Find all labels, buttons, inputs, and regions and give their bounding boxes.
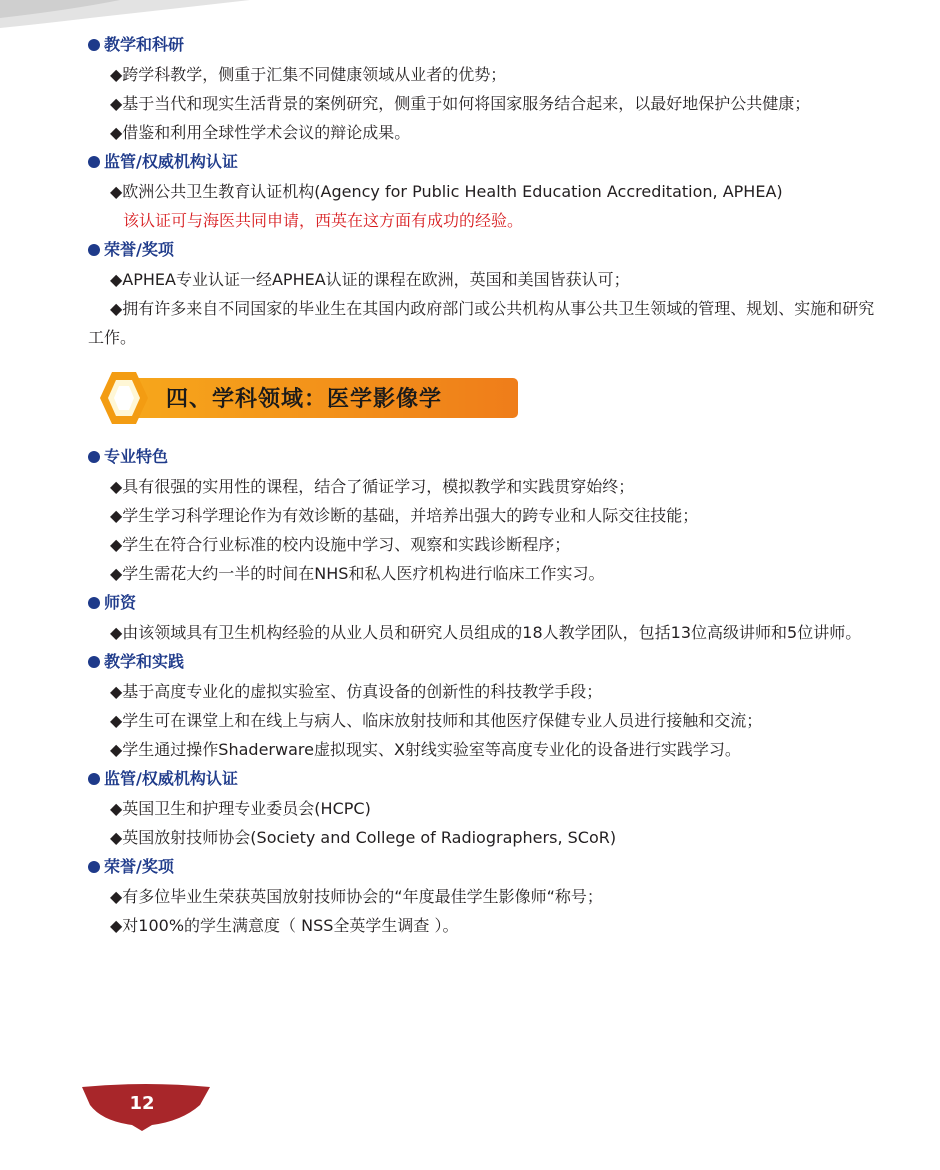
section-heading: 监管/权威机构认证 (88, 764, 888, 794)
section-honors-1 (88, 235, 888, 352)
section-faculty (88, 588, 888, 647)
section-heading: 专业特色 (88, 442, 888, 472)
list-item: ◆借鉴和利用全球性学术会议的辩论成果。 (110, 123, 411, 142)
page-number: 12 (129, 1093, 155, 1114)
list-item: ◆对100%的学生满意度（ NSS全英学生调查 ）。 (110, 916, 459, 935)
list-item: ◆英国卫生和护理专业委员会(HCPC) (110, 799, 371, 818)
list-item: ◆学生可在课堂上和在线上与病人、临床放射技师和其他医疗保健专业人员进行接触和交流； (110, 711, 763, 730)
section-heading: 教学和科研 (88, 30, 888, 60)
list-item: ◆欧洲公共卫生教育认证机构(Agency for Public Health Education Accreditation, APHEA) (110, 182, 783, 201)
section-heading: 教学和实践 (88, 647, 888, 677)
list-item: ◆APHEA专业认证一经APHEA认证的课程在欧洲，英国和美国皆获认可； (110, 270, 630, 289)
list-item: ◆基于当代和现实生活背景的案例研究，侧重于如何将国家服务结合起来，以最好地保护公共健康； (110, 94, 811, 113)
section-heading: 荣誉/奖项 (88, 235, 888, 265)
highlight-note: 该认证可与海医共同申请，西英在这方面有成功的经验。 (123, 211, 524, 230)
list-item: ◆拥有许多来自不同国家的毕业生在其国内政府部门或公共机构从事公共卫生领域的管理、规划、实施和研究工作。 (88, 299, 875, 347)
section-heading: 师资 (88, 588, 888, 618)
list-item: ◆学生通过操作Shaderware虚拟现实、X射线实验室等高度专业化的设备进行实践学习。 (110, 740, 741, 759)
list-item: ◆学生学习科学理论作为有效诊断的基础，并培养出强大的跨专业和人际交往技能； (110, 506, 699, 525)
list-item: ◆学生在符合行业标准的校内设施中学习、观察和实践诊断程序； (110, 535, 571, 554)
section-teaching-research (88, 30, 888, 147)
section-heading: 监管/权威机构认证 (88, 147, 888, 177)
section-heading: 荣誉/奖项 (88, 852, 888, 882)
section-accreditation-1 (88, 147, 888, 235)
list-item: ◆基于高度专业化的虚拟实验室、仿真设备的创新性的科技教学手段； (110, 682, 603, 701)
section-honors-2 (88, 852, 888, 940)
section-banner (88, 370, 888, 430)
list-item: ◆跨学科教学，侧重于汇集不同健康领域从业者的优势； (110, 65, 507, 84)
top-decoration (0, 0, 260, 30)
banner-title: 四、学科领域：医学影像学 (166, 387, 443, 412)
section-features (88, 442, 888, 588)
section-accreditation-2 (88, 764, 888, 852)
list-item: ◆学生需花大约一半的时间在NHS和私人医疗机构进行临床工作实习。 (110, 564, 605, 583)
page-content (88, 30, 888, 940)
list-item: ◆由该领域具有卫生机构经验的从业人员和研究人员组成的18人教学团队，包括13位高级讲师和5位讲师。 (110, 623, 862, 642)
list-item: ◆具有很强的实用性的课程，结合了循证学习，模拟教学和实践贯穿始终； (110, 477, 635, 496)
list-item: ◆有多位毕业生荣获英国放射技师协会的“年度最佳学生影像师“称号； (110, 887, 603, 906)
page-number-badge (82, 1083, 210, 1131)
list-item: ◆英国放射技师协会(Society and College of Radiographers, SCoR) (110, 828, 617, 847)
section-teaching-practice (88, 647, 888, 764)
